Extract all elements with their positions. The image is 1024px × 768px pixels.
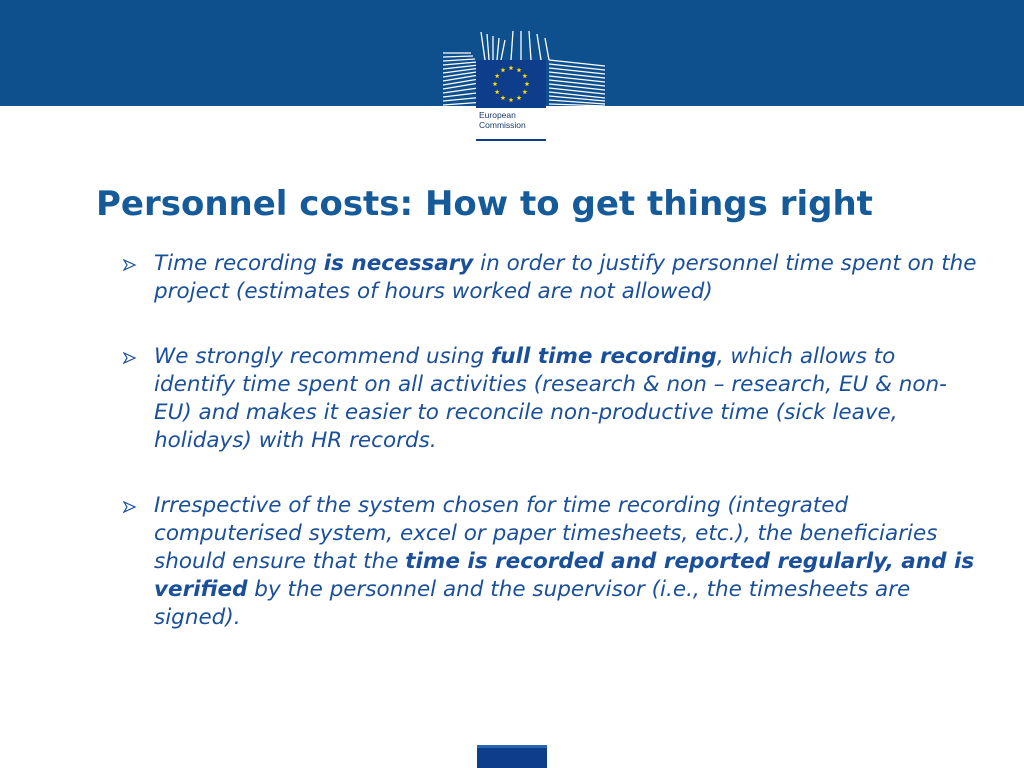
- bullet-text: Time recording: [154, 251, 324, 276]
- bullet-text: Irrespective of the system chosen for time recording (integrated computerised system, excel or paper timesheets, etc.), the beneficiaries should ensure that the: [154, 493, 938, 574]
- bullet-list: [123, 250, 983, 669]
- arrow-bullet-icon: [123, 501, 137, 513]
- slide-title: Personnel costs: How to get things right: [96, 184, 873, 224]
- bullet-text: by the personnel and the supervisor (i.e., the timesheets are signed).: [154, 577, 911, 630]
- bullet-item: [123, 250, 983, 306]
- bullet-emphasis: is necessary: [323, 251, 474, 276]
- logo-text: [479, 110, 545, 130]
- arrow-bullet-icon: [123, 259, 137, 271]
- bullet-emphasis: time is recorded and reported regularly, and is verified: [154, 549, 975, 602]
- bullet-text: in order to justify personnel time spent on the project (estimates of hours worked are not allowed): [154, 251, 977, 304]
- eu-flag-footer: [477, 745, 547, 768]
- bullet-text: , which allows to identify time spent on all activities (research & non – research, EU & non-EU) and makes it easier to reconcile non-productive time (sick leave, holidays) with HR records.: [154, 344, 947, 453]
- arrow-bullet-icon: [123, 352, 137, 364]
- logo-line-european: European: [479, 110, 516, 120]
- bullet-item: [123, 343, 983, 455]
- logo-line-commission: Commission: [479, 120, 526, 130]
- bullet-item: [123, 492, 983, 632]
- european-commission-logo: [441, 30, 607, 142]
- bullet-text: We strongly recommend using: [154, 344, 491, 369]
- bullet-emphasis: full time recording: [490, 344, 717, 369]
